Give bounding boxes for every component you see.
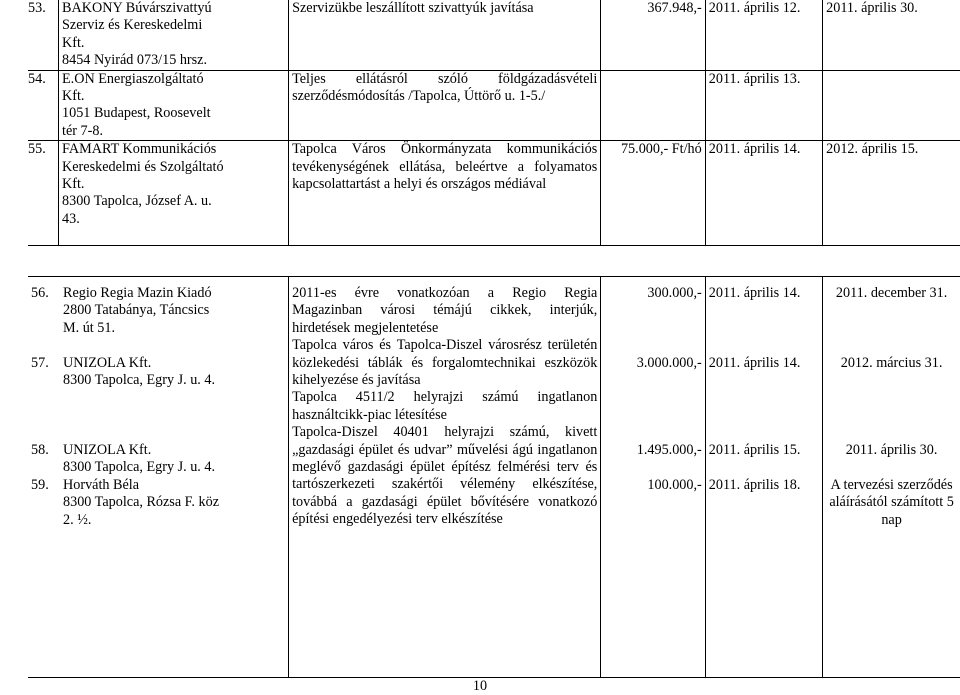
- start-date-column: [705, 277, 822, 678]
- contract-subject: 2011-es évre vonatkozóan a Regio Regia Magazinban városi témájú cikkek, interjúk, hirdetések megjelentetése: [292, 285, 598, 336]
- table-row-55: [28, 141, 960, 246]
- start-date: 2011. április 15.: [708, 442, 801, 458]
- contract-subject: Teljes ellátásról szóló földgázadásvételi szerződésmódosítás /Tapolca, Úttörő u. 1-5./: [289, 70, 601, 141]
- contract-amount: [601, 70, 705, 141]
- contract-subject: Tapolca 4511/2 helyrajzi számú ingatlanon használtcikk-piac létesítése: [292, 389, 598, 423]
- contract-subject: Tapolca város és Tapolca-Diszel városrész területén közlekedési táblák és forgalomtechnikai eszközök kihelyezése és javítása: [292, 337, 598, 389]
- contractor-column: [28, 277, 289, 678]
- start-date: 2011. április 18.: [708, 477, 801, 493]
- end-date: A tervezési szerződés aláírásától számított 5 nap: [829, 477, 954, 528]
- end-date-column: [823, 277, 960, 678]
- end-date: 2012. április 15.: [823, 141, 960, 246]
- contractor-name: BAKONY Búvárszivattyú Szerviz és Kereskedelmi Kft. 8454 Nyirád 073/15 hrsz.: [59, 0, 289, 70]
- contract-amount: 100.000,-: [647, 477, 702, 493]
- start-date: 2011. április 14.: [705, 141, 822, 246]
- start-date: 2011. április 13.: [705, 70, 822, 141]
- contractor-entry-57: 57. UNIZOLA Kft. 8300 Tapolca, Egry J. u. 4.: [31, 355, 216, 389]
- start-date: 2011. április 12.: [705, 0, 822, 70]
- page-number: 10: [472, 678, 488, 694]
- contractor-name: E.ON Energiaszolgáltató Kft. 1051 Budapest, Roosevelt tér 7-8.: [59, 70, 289, 141]
- contract-amount: 3.000.000,-: [636, 355, 702, 371]
- subject-column: [289, 277, 601, 678]
- start-date: 2011. április 14.: [708, 355, 801, 371]
- amount-column: [601, 277, 705, 678]
- contract-subject: Tapolca Város Önkormányzata kommunikációs tevékenységének ellátása, beleértve a folyamatos kapcsolattartást a helyi és országos médiával: [289, 141, 601, 246]
- contractor-entry-58: 58. UNIZOLA Kft. 8300 Tapolca, Egry J. u. 4.: [31, 442, 216, 476]
- row-number: 53.: [28, 0, 59, 70]
- row-number: 55.: [28, 141, 59, 246]
- end-date: 2011. április 30.: [823, 0, 960, 70]
- contractor-name: FAMART Kommunikációs Kereskedelmi és Szolgáltató Kft. 8300 Tapolca, József A. u. 43.: [59, 141, 289, 246]
- table-row-54: [28, 70, 960, 141]
- contracts-table-bottom: [28, 276, 960, 678]
- table-row-56-59: [28, 277, 960, 678]
- row-number: 54.: [28, 70, 59, 141]
- end-date: 2011. december 31.: [835, 285, 948, 301]
- table-row-53: [28, 0, 960, 70]
- start-date: 2011. április 14.: [708, 285, 801, 301]
- contracts-table-top: [28, 0, 960, 246]
- contractor-entry-56: 56. Regio Regia Mazin Kiadó 2800 Tatabánya, Táncsics M. út 51.: [31, 285, 212, 336]
- end-date: 2011. április 30.: [845, 442, 938, 458]
- contract-subject: Tapolca-Diszel 40401 helyrajzi számú, kivett „gazdasági épület és udvar” művelési ágú ingatlanon meglévő gazdasági épület építész felmérési terv és tartószerkezeti szakértői vélemény elkészítése, továbbá a gazdasági épület bővítésére vonatkozó építési engedélyezési terv elkészítése: [292, 424, 598, 528]
- contract-amount: 1.495.000,-: [636, 442, 702, 458]
- contract-amount: 300.000,-: [647, 285, 702, 301]
- end-date: [823, 70, 960, 141]
- end-date: 2012. március 31.: [840, 355, 943, 371]
- contract-amount: 367.948,-: [601, 0, 705, 70]
- contract-subject: Szervizükbe leszállított szivattyúk javítása: [289, 0, 601, 70]
- contractor-entry-59: 59. Horváth Béla 8300 Tapolca, Rózsa F. köz 2. ½.: [31, 477, 220, 528]
- contract-amount: 75.000,- Ft/hó: [601, 141, 705, 246]
